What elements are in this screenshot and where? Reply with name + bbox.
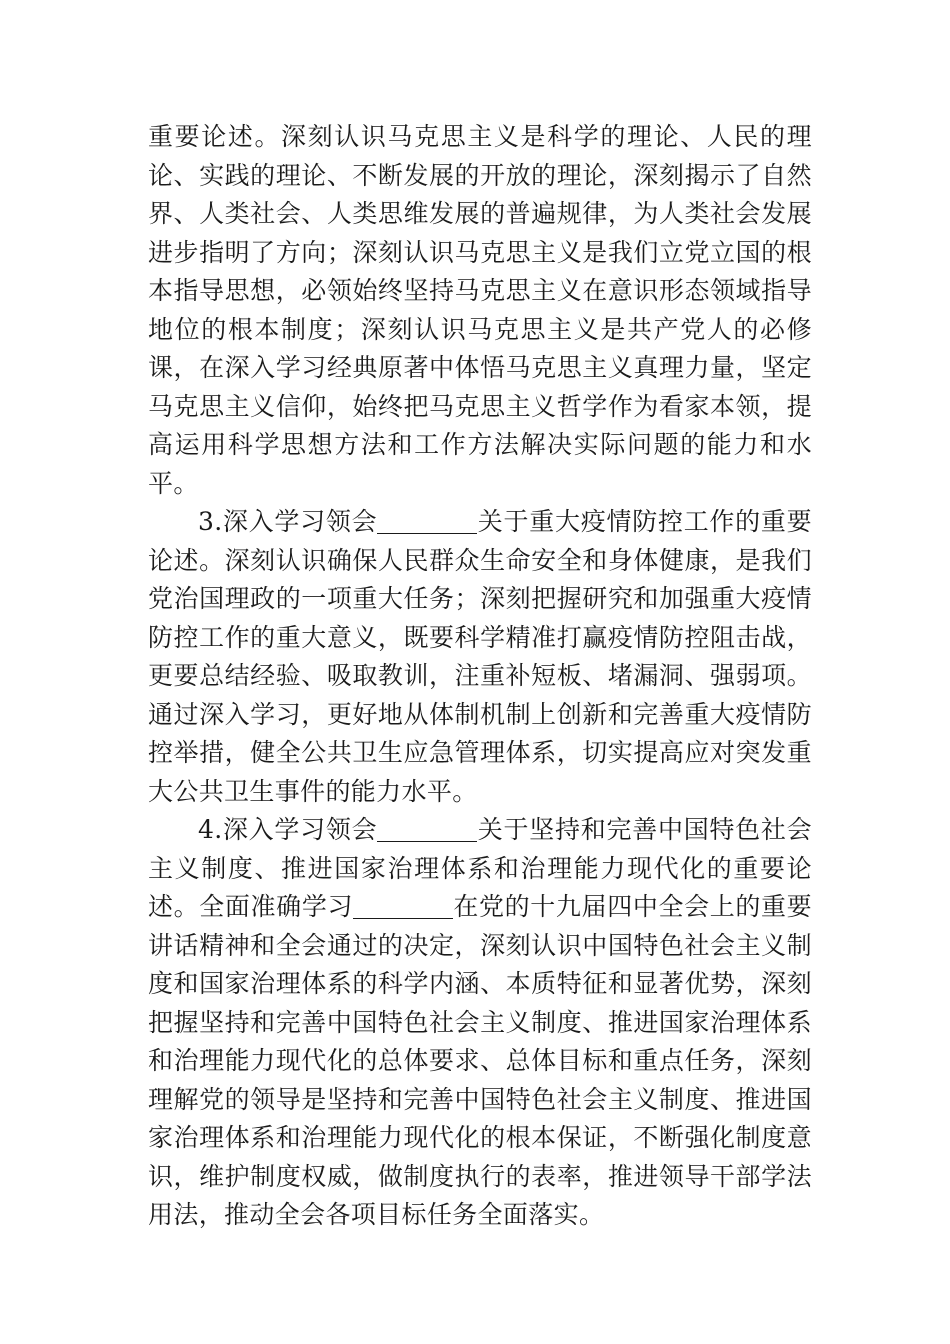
paragraph-text: 在党的十九届四中全会上的重要讲话精神和全会通过的决定，深刻认识中国特色社会主义制度和国家治理体系的科学内涵、本质特征和显著优势，深刻把握坚持和完善中国特色社会主义制度、推进国家治理体系和治理能力现代化的总体要求、总体目标和重点任务，深刻理解党的领导是坚持和完善中国特色社会主义制度、推进国家治理体系和治理能力现代化的根本保证，不断强化制度意识，维护制度权威，做制度执行的表率，推进领导干部学法用法，推动全会各项目标任务全面落实。: [148, 892, 812, 1229]
document-page: [148, 118, 812, 1235]
redacted-blank: [377, 508, 477, 534]
paragraph-text: 4.深入学习领会: [198, 815, 378, 844]
document-body: [148, 118, 812, 1235]
paragraph-p2: [148, 503, 812, 811]
paragraph-text: 重要论述。深刻认识马克思主义是科学的理论、人民的理论、实践的理论、不断发展的开放的理论，深刻揭示了自然界、人类社会、人类思维发展的普遍规律，为人类社会发展进步指明了方向；深刻认识马克思主义是我们立党立国的根本指导思想，必领始终坚持马克思主义在意识形态领域指导地位的根本制度；深刻认识马克思主义是共产党人的必修课，在深入学习经典原著中体悟马克思主义真理力量，坚定马克思主义信仰，始终把马克思主义哲学作为看家本领，提高运用科学思想方法和工作方法解决实际问题的能力和水平。: [148, 122, 812, 498]
paragraph-text: 3.深入学习领会: [198, 507, 378, 536]
redacted-blank: [353, 893, 453, 919]
paragraph-p1: [148, 118, 812, 503]
paragraph-text: 关于坚持和完善中国特色社会主义制度、推进国家治理体系和治理能力现代化的重要论述。全面准确学习: [148, 815, 812, 921]
paragraph-p3: [148, 811, 812, 1235]
paragraph-text: 关于重大疫情防控工作的重要论述。深刻认识确保人民群众生命安全和身体健康，是我们党治国理政的一项重大任务；深刻把握研究和加强重大疫情防控工作的重大意义，既要科学精准打赢疫情防控阻击战，更要总结经验、吸取教训，注重补短板、堵漏洞、强弱项。通过深入学习，更好地从体制机制上创新和完善重大疫情防控举措，健全公共卫生应急管理体系，切实提高应对突发重大公共卫生事件的能力水平。: [148, 507, 812, 806]
redacted-blank: [377, 816, 477, 842]
